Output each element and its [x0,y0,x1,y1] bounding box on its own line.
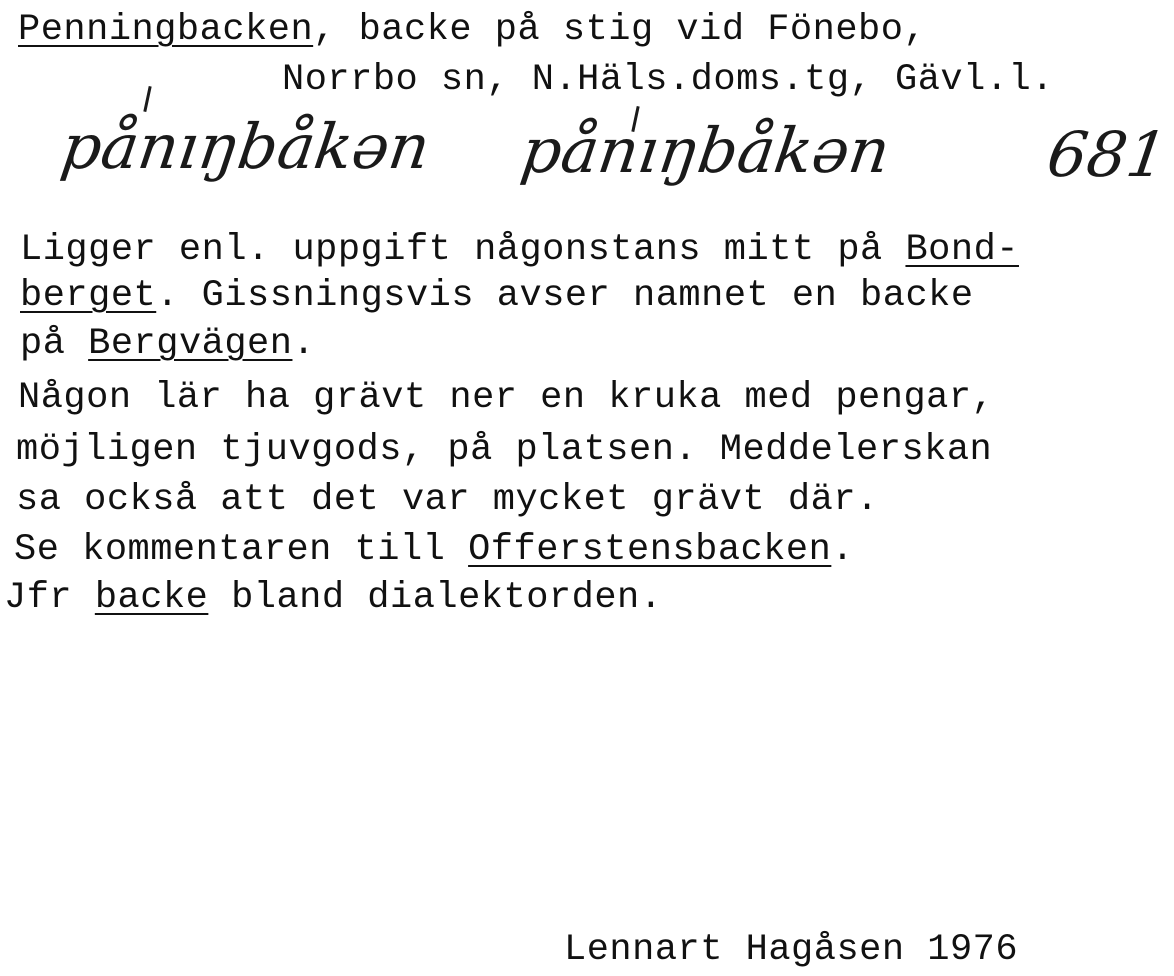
body-text: på [20,323,89,365]
body-text: . [831,529,855,571]
body-underlined: Offerstensbacken [468,529,832,571]
body-text: bland dialektorden. [208,577,663,619]
body-text: Ligger enl. uppgift någonstans mitt på [20,229,906,271]
body-text: Jfr [4,577,95,619]
place-name: Penningbacken [18,9,314,51]
body-underlined: Bergvägen [88,323,293,365]
stress-mark [143,86,151,112]
body-line-8 [4,576,662,620]
entry-heading [18,8,926,52]
body-underlined: backe [94,577,209,619]
body-line-2 [20,274,974,318]
signature: Lennart Hagåsen 1976 [564,929,1019,971]
body-text: . [292,323,316,365]
phonetic-form-1: pånıŋbåkən [56,110,435,183]
body-text: Se kommentaren till [14,529,469,571]
body-line-6: sa också att det var mycket grävt där. [16,479,879,521]
phonetic-form-2: pånıŋbåkən [516,114,895,187]
body-line-7 [14,528,854,572]
card-number: 681 [1042,118,1172,191]
body-text: . Gissningsvis avser namnet en backe [156,275,974,317]
body-line-1 [20,228,1019,272]
body-line-5: möjligen tjuvgods, på platsen. Meddelerskan [16,429,993,471]
place-description: , backe på stig vid Fönebo, [313,9,927,51]
body-line-4: Någon lär ha grävt ner en kruka med pengar, [18,377,995,419]
body-underlined: Bond- [905,229,1019,271]
body-underlined: berget [20,275,157,317]
body-line-3 [20,322,315,366]
place-location: Norrbo sn, N.Häls.doms.tg, Gävl.l. [282,59,1054,101]
